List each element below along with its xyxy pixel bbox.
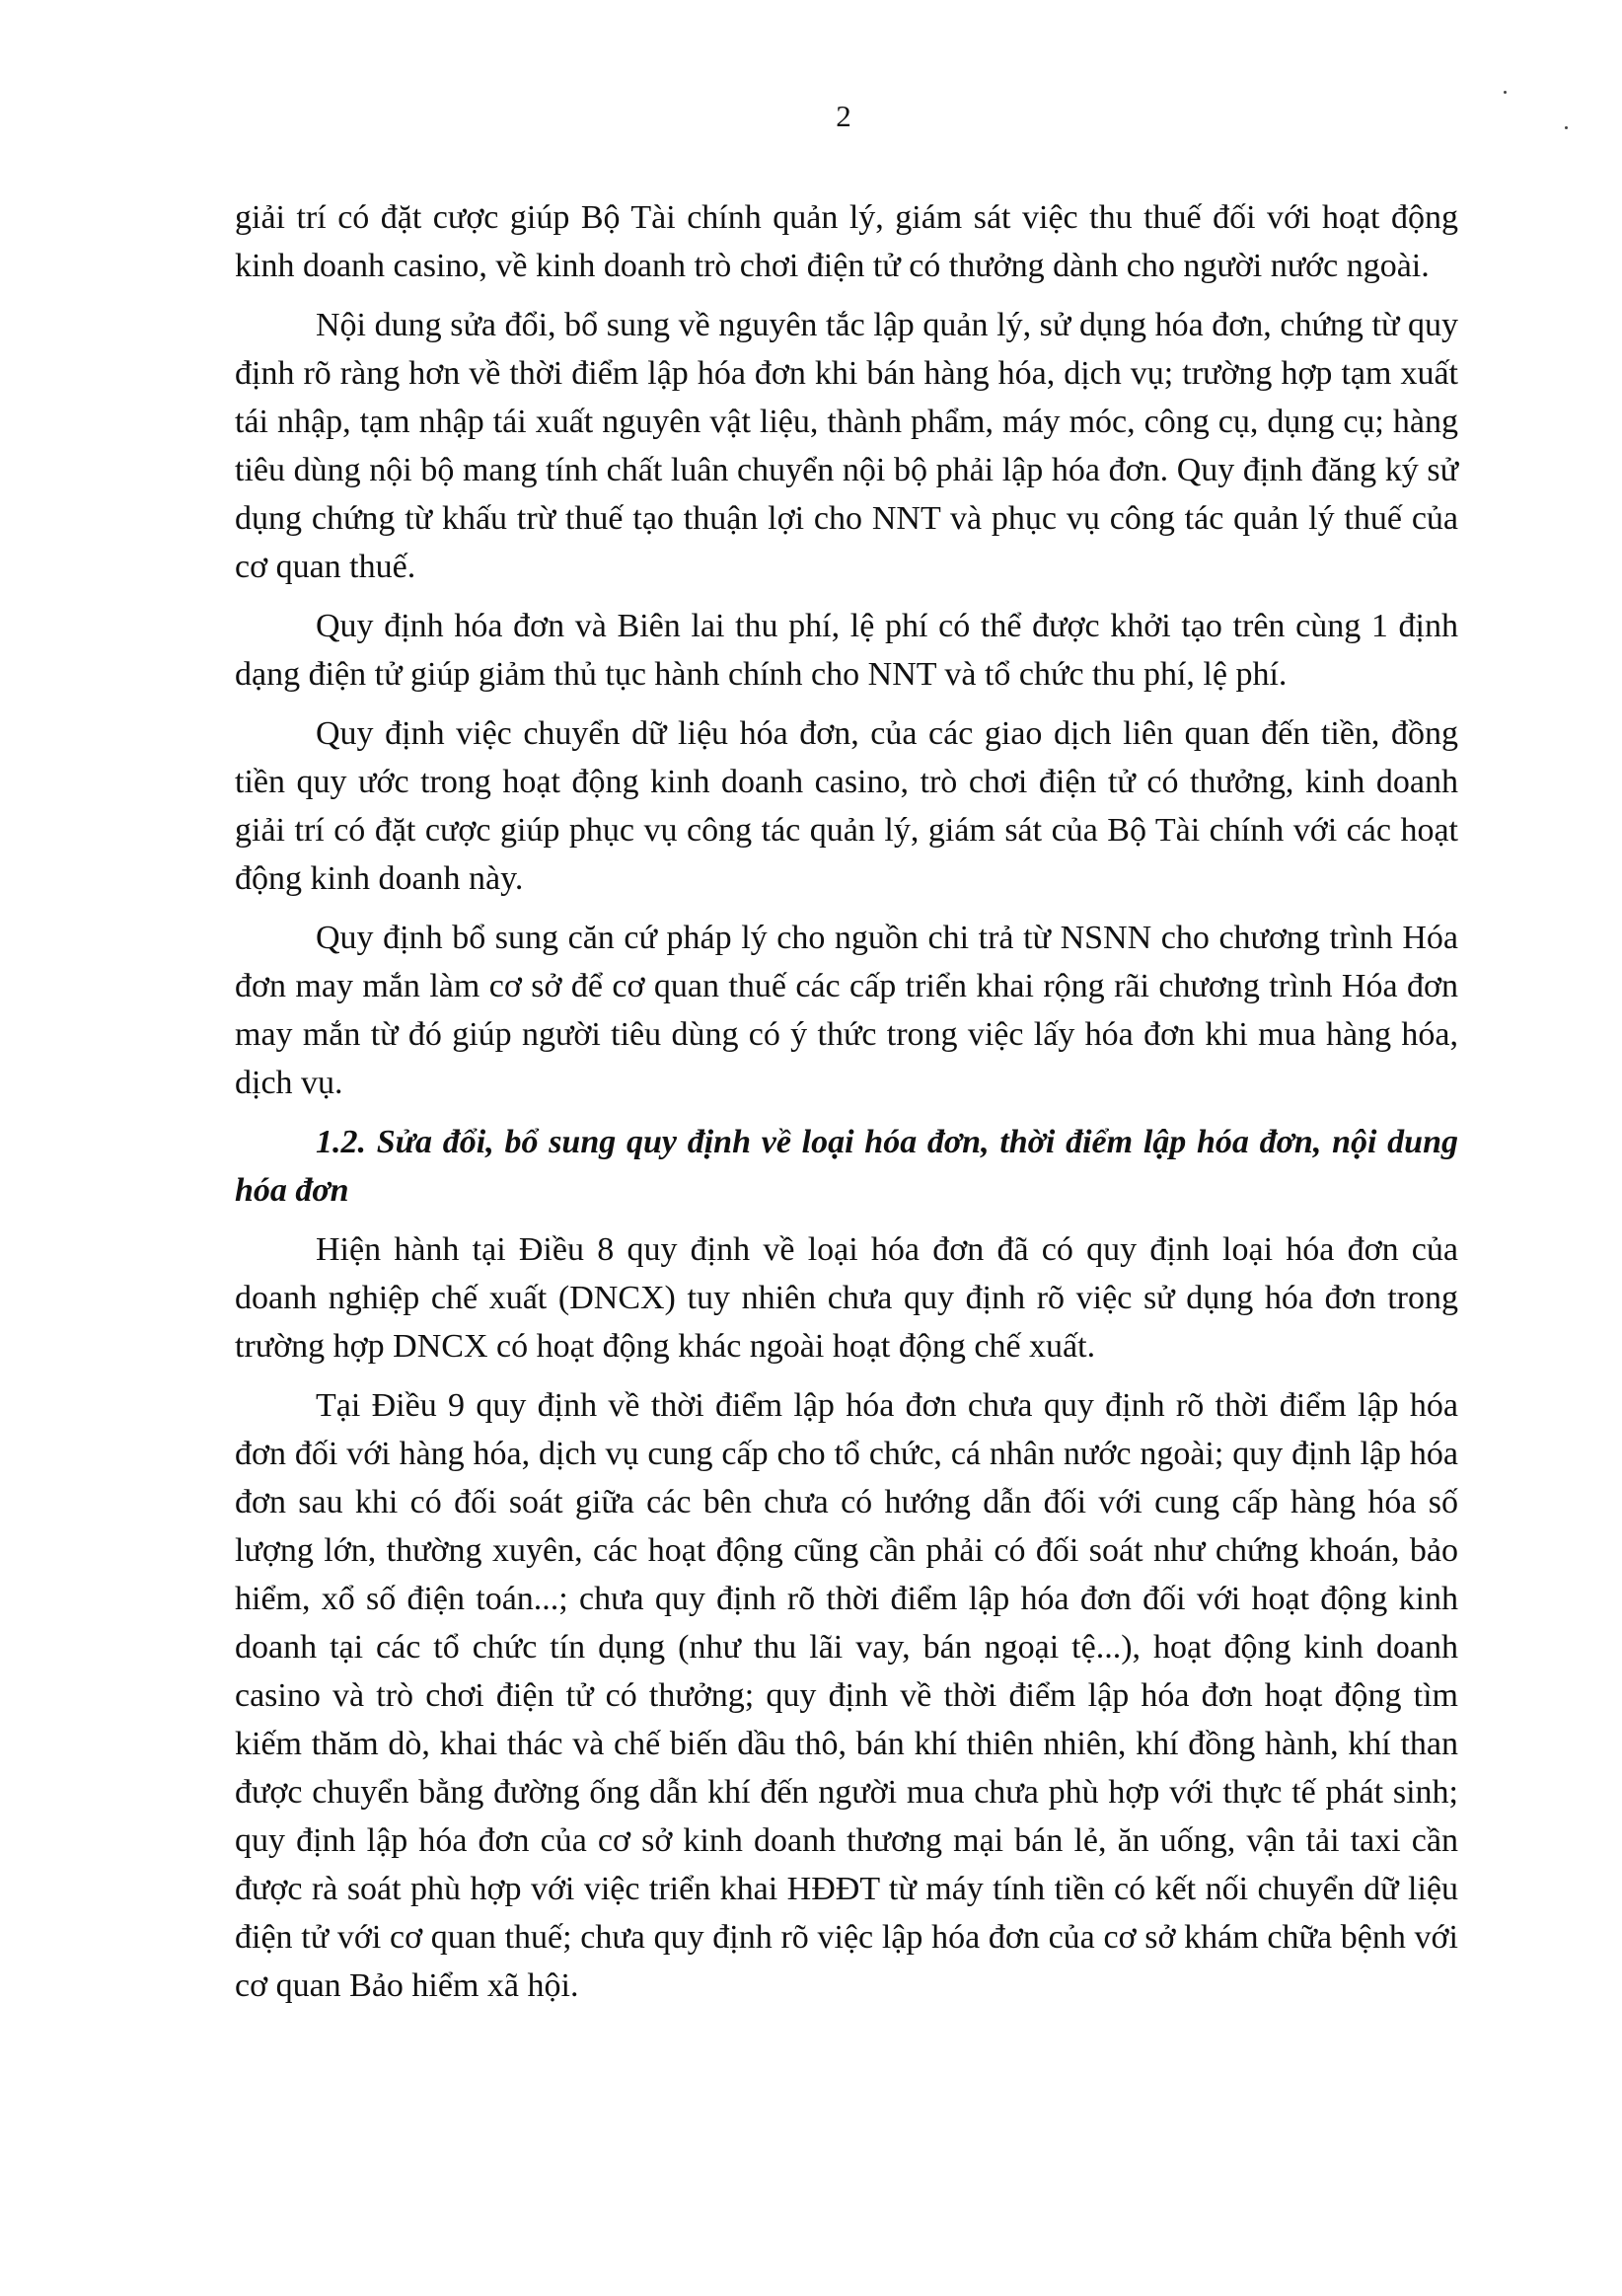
paragraph-3: Quy định hóa đơn và Biên lai thu phí, lệ phí có thể được khởi tạo trên cùng 1 định dạng điện tử giúp giảm thủ tục hành chính cho NNT và tổ chức thu phí, lệ phí. [235,608,1458,693]
document-body [235,193,1458,2021]
scan-speck [1565,126,1568,129]
section-heading: 1.2. Sửa đổi, bổ sung quy định về loại hóa đơn, thời điểm lập hóa đơn, nội dung hóa đơn [235,1124,1458,1209]
paragraph-2: Nội dung sửa đổi, bổ sung về nguyên tắc lập quản lý, sử dụng hóa đơn, chứng từ quy định rõ ràng hơn về thời điểm lập hóa đơn khi bán hàng hóa, dịch vụ; trường hợp tạm xuất tái nhập, tạm nhập tái xuất nguyên vật liệu, thành phẩm, máy móc, công cụ, dụng cụ; hàng tiêu dùng nội bộ mang tính chất luân chuyển nội bộ phải lập hóa đơn. Quy định đăng ký sử dụng chứng từ khấu trừ thuế tạo thuận lợi cho NNT và phục vụ công tác quản lý thuế của cơ quan thuế. [235,307,1458,585]
paragraph-1: giải trí có đặt cược giúp Bộ Tài chính quản lý, giám sát việc thu thuế đối với hoạt động kinh doanh casino, về kinh doanh trò chơi điện tử có thưởng dành cho người nước ngoài. [235,199,1458,284]
page-number: 2 [836,99,851,133]
scan-speck [1504,91,1507,94]
paragraph-5: Quy định bổ sung căn cứ pháp lý cho nguồn chi trả từ NSNN cho chương trình Hóa đơn may mắn làm cơ sở để cơ quan thuế các cấp triển khai rộng rãi chương trình Hóa đơn may mắn từ đó giúp người tiêu dùng có ý thức trong việc lấy hóa đơn khi mua hàng hóa, dịch vụ. [235,920,1458,1101]
section-paragraph-2: Tại Điều 9 quy định về thời điểm lập hóa đơn chưa quy định rõ thời điểm lập hóa đơn đối với hàng hóa, dịch vụ cung cấp cho tổ chức, cá nhân nước ngoài; quy định lập hóa đơn sau khi có đối soát giữa các bên chưa có hướng dẫn đối với cung cấp hàng hóa số lượng lớn, thường xuyên, các hoạt động cũng cần phải có đối soát như chứng khoán, bảo hiểm, xổ số điện toán...; chưa quy định rõ thời điểm lập hóa đơn đối với hoạt động kinh doanh tại các tổ chức tín dụng (như thu lãi vay, bán ngoại tệ...), hoạt động kinh doanh casino và trò chơi điện tử có thưởng; quy định về thời điểm lập hóa đơn hoạt động tìm kiếm thăm dò, khai thác và chế biến dầu thô, bán khí thiên nhiên, khí đồng hành, khí than được chuyển bằng đường ống dẫn khí đến người mua chưa phù hợp với thực tế phát sinh; quy định lập hóa đơn của cơ sở kinh doanh thương mại bán lẻ, ăn uống, vận tải taxi cần được rà soát phù hợp với việc triển khai HĐĐT từ máy tính tiền có kết nối chuyển dữ liệu điện tử với cơ quan thuế; chưa quy định rõ việc lập hóa đơn của cơ sở khám chữa bệnh với cơ quan Bảo hiểm xã hội. [235,1387,1458,2004]
paragraph-4: Quy định việc chuyển dữ liệu hóa đơn, của các giao dịch liên quan đến tiền, đồng tiền quy ước trong hoạt động kinh doanh casino, trò chơi điện tử có thưởng, kinh doanh giải trí có đặt cược giúp phục vụ công tác quản lý, giám sát của Bộ Tài chính với các hoạt động kinh doanh này. [235,715,1458,897]
section-paragraph-1: Hiện hành tại Điều 8 quy định về loại hóa đơn đã có quy định loại hóa đơn của doanh nghiệp chế xuất (DNCX) tuy nhiên chưa quy định rõ việc sử dụng hóa đơn trong trường hợp DNCX có hoạt động khác ngoài hoạt động chế xuất. [235,1231,1458,1365]
